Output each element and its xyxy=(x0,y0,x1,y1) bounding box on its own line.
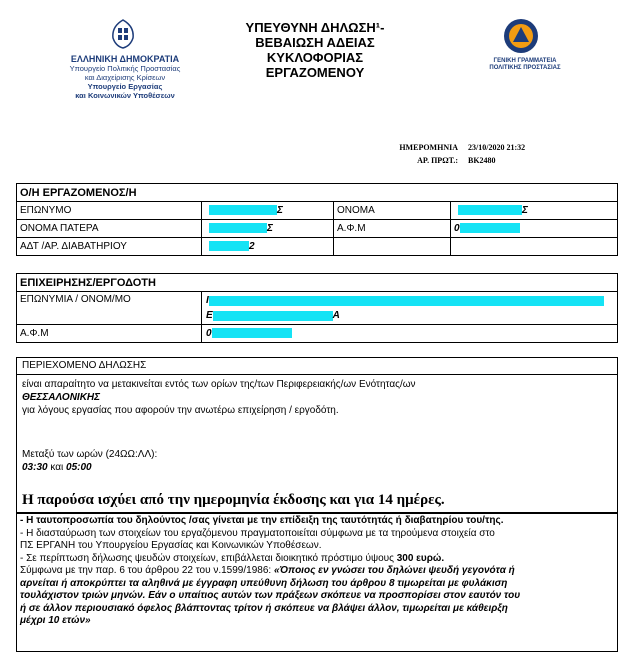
id-tail: 2 xyxy=(249,240,255,252)
employee-section-title: Ο/Η ΕΡΓΑΖΟΜΕΝΟΣ/Η xyxy=(17,184,618,202)
declaration-region: ΘΕΣΣΑΛΟΝΙΚΗΣ xyxy=(22,392,101,403)
ministry-block xyxy=(40,54,210,100)
employer-afm-label: Α.Φ.Μ xyxy=(17,325,202,343)
declaration-line: είναι απαραίτητο να μετακινείται εντός των ορίων της/των Περιφερειακής/ων Ενότητας/ων xyxy=(22,379,416,390)
declaration-line: για λόγους εργασίας που αφορούν την ανωτέρω επιχείρηση / εργοδότη. xyxy=(22,405,339,416)
id-label: ΑΔΤ /ΑΡ. ΔΙΑΒΑΤΗΡΙΟΥ xyxy=(17,238,202,256)
declaration-body xyxy=(22,378,612,417)
father-name-label: ΟΝΟΜΑ ΠΑΤΕΡΑ xyxy=(17,220,202,238)
secretariat-line: ΠΟΛΙΤΙΚΗΣ ΠΡΟΣΤΑΣΙΑΣ xyxy=(489,65,561,71)
redaction-mark xyxy=(213,311,333,321)
father-name-value xyxy=(202,220,334,238)
secretariat-line: ΓΕΝΙΚΗ ΓΡΑΜΜΑΤΕΙΑ xyxy=(493,58,557,64)
document-title xyxy=(200,20,430,80)
employer-name-label: ΕΠΩΝΥΜΙΑ / ΟΝΟΜ/ΜΟ xyxy=(17,292,202,325)
empty-cell xyxy=(334,238,451,256)
title-line: ΚΥΚΛΟΦΟΡΙΑΣ xyxy=(266,50,364,65)
redaction-mark xyxy=(212,328,292,338)
ministry-line: και Κοινωνικών Υποθέσεων xyxy=(75,91,175,100)
id-value xyxy=(202,238,334,256)
employer-name-head: Ι xyxy=(206,295,209,306)
date-row xyxy=(0,143,624,155)
law-quote: ή σε άλλον περιουσιακό όφελος βλάπτοντας τρίτον ή σκόπευε να βλάψει άλλον, τιμωρείται με κάθειρξη xyxy=(20,602,508,614)
validity-statement: Η παρούσα ισχύει από την ημερομηνία έκδοσης και για 14 ημέρες. xyxy=(22,492,445,508)
law-quote: «Όποιος εν γνώσει του δηλώνει ψευδή γεγονότα ή xyxy=(273,565,515,576)
date-value: 23/10/2020 21:32 xyxy=(468,143,526,152)
hour-to: 05:00 xyxy=(66,462,92,473)
title-line: ΒΕΒΑΙΩΣΗ ΑΔΕΙΑΣ xyxy=(255,35,375,50)
ministry-line: Υπουργείο Εργασίας xyxy=(87,82,163,91)
hour-and: και xyxy=(50,462,64,473)
note-line: - Σε περίπτωση δήλωσης ψευδών στοιχείων, επιβάλλεται διοικητικό πρόστιμο ύψους xyxy=(20,552,394,564)
name-tail: Σ xyxy=(522,204,528,216)
redaction-mark xyxy=(209,205,277,215)
surname-value xyxy=(202,202,334,220)
employer-section-title: ΕΠΙΧΕΙΡΗΣΗΣ/ΕΡΓΟΔΟΤΗ xyxy=(17,274,618,292)
note-line: - Η ταυτοπροσωπία του δηλούντος /σας γίνεται με την επίδειξη της ταυτότητάς ή διαβατηρίου του/της. xyxy=(20,515,504,526)
civil-protection-logo-icon xyxy=(503,18,539,54)
afm-value xyxy=(451,220,618,238)
employer-afm-head: 0 xyxy=(206,327,212,339)
redaction-mark xyxy=(209,241,249,251)
ministry-line: και Διαχείρισης Κρίσεων xyxy=(84,73,166,82)
afm-label: Α.Φ.Μ xyxy=(334,220,451,238)
redaction-mark xyxy=(209,296,604,306)
note-line: - Η διασταύρωση των στοιχείων του εργαζόμενου πραγματοποιείται σύμφωνα με τα τηρούμενα στοιχεία στο xyxy=(20,527,495,539)
protocol-row xyxy=(0,156,624,168)
employer-name-value xyxy=(202,292,618,325)
secretariat-block xyxy=(480,58,570,72)
name-label: ΟΝΟΜΑ xyxy=(334,202,451,220)
name-value xyxy=(451,202,618,220)
republic-label: ΕΛΛΗΝΙΚΗ ΔΗΜΟΚΡΑΤΙΑ xyxy=(70,54,180,64)
ministry-line: Υπουργείο Πολιτικής Προστασίας xyxy=(69,64,181,73)
empty-cell xyxy=(451,238,618,256)
redaction-mark xyxy=(458,205,522,215)
hours-label: Μεταξύ των ωρών (24ΩΩ:ΛΛ): xyxy=(22,449,158,460)
law-quote: μέχρι 10 ετών» xyxy=(20,615,91,626)
afm-head: 0 xyxy=(454,222,460,234)
law-reference: Σύμφωνα με την παρ. 6 του άρθρου 22 του ν.1599/1986: xyxy=(20,565,272,576)
redaction-mark xyxy=(209,223,267,233)
employer-name-tail: Α xyxy=(332,310,340,321)
law-quote: τουλάχιστον τριών μηνών. Εάν ο υπαίτιος αυτών των πράξεων σκόπευε να προσπορίσει στον εαυτόν του xyxy=(20,590,521,601)
employer-afm-value xyxy=(202,325,618,343)
surname-label: ΕΠΩΝΥΜΟ xyxy=(17,202,202,220)
title-line: ΕΡΓΑΖΟΜΕΝΟΥ xyxy=(265,65,365,80)
declaration-title-box xyxy=(16,357,618,375)
title-line: ΥΠΕΥΘΥΝΗ ΔΗΛΩΣΗ¹- xyxy=(245,20,385,35)
surname-tail: Σ xyxy=(277,204,283,216)
note-line: ΠΣ ΕΡΓΑΝΗ του Υπουργείου Εργασίας και Κοινωνικών Υποθέσεων. xyxy=(20,540,322,551)
law-quote: αρνείται ή αποκρύπτει τα αληθινά με έγγραφη υπεύθυνη δήλωση του άρθρου 8 τιμωρείται με φυλάκιση xyxy=(20,577,508,589)
redaction-mark xyxy=(460,223,520,233)
father-name-tail: Σ xyxy=(267,222,273,234)
employer-table xyxy=(16,273,618,343)
hours-block xyxy=(22,448,612,474)
greek-emblem-icon xyxy=(108,18,138,50)
employer-name-head: Ε xyxy=(206,310,213,321)
fine-amount: 300 ευρώ. xyxy=(396,552,445,564)
protocol-value: ΒΚ2480 xyxy=(468,156,496,165)
date-label: ΗΜΕΡΟΜΗΝΙΑ xyxy=(399,143,458,152)
protocol-label: ΑΡ. ΠΡΩΤ.: xyxy=(417,156,458,165)
declaration-section-title: ΠΕΡΙΕΧΟΜΕΝΟ ΔΗΛΩΣΗΣ xyxy=(22,360,147,371)
employee-table xyxy=(16,183,618,256)
hour-from: 03:30 xyxy=(22,462,48,473)
notes-body xyxy=(20,515,614,628)
